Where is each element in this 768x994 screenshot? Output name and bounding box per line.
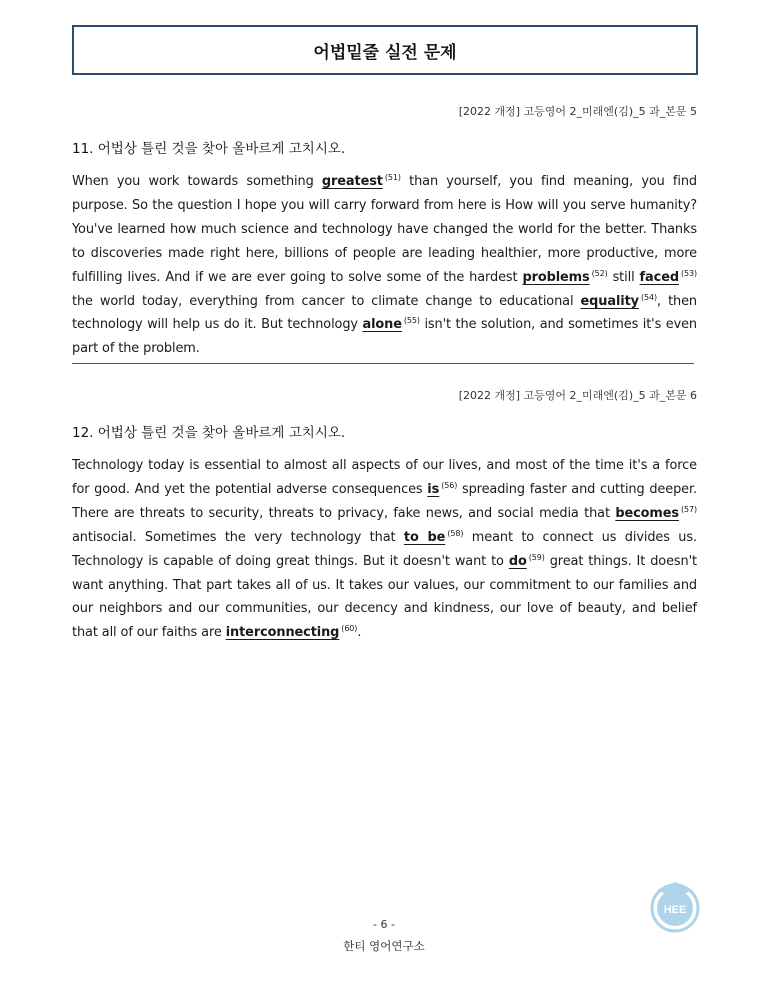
marker-53: (53) — [680, 268, 697, 278]
marker-60: (60) — [341, 624, 358, 634]
underlined-51: greatest — [321, 174, 383, 189]
passage-text: . — [357, 625, 362, 641]
passage-text: Technology today is essential to almost all aspects of our lives, and most of the time it's a force for good. And yet the potential adverse consequences — [72, 458, 697, 497]
passage-text: spreading faster and cutting deeper. There are threats to security, threats to privacy, fake news, and social media that — [72, 481, 697, 521]
passage-text: , then technology will help us do it. But technology — [72, 293, 697, 333]
passage-text: than yourself, you find meaning, you find purpose. So the question I hope you will carry forward from here is How will you serve humanity? You've learned how much science and technology have changed the world for the better. Thanks to discoveries made right here, billions of people are leading healthier, more productive, more fulfilling lives. And if we are ever going to solve some of the hardest — [72, 174, 697, 285]
q12-source: [2022 개정] 고등영어 2_미래엔(김)_5 과_본문 6 — [458, 389, 697, 402]
page-title: 어법밑줄 실전 문제 — [313, 42, 457, 63]
q11-question: 11. 어법상 틀린 것을 찾아 올바르게 고치시오. — [72, 141, 346, 157]
passage-text: antisocial. Sometimes the very technology that — [72, 529, 404, 545]
title-box — [72, 25, 698, 75]
marker-55: (55) — [403, 316, 420, 326]
answer-line — [72, 363, 694, 364]
passage-text: still — [607, 269, 640, 285]
passage-text: isn't the solution, and sometimes it's even part of the problem. — [72, 317, 698, 357]
logo-text: HEE — [663, 904, 687, 916]
marker-57: (57) — [680, 504, 697, 514]
page-number: - 6 - — [373, 918, 395, 931]
q11-source: [2022 개정] 고등영어 2_미래엔(김)_5 과_본문 5 — [458, 105, 697, 118]
marker-56: (56) — [441, 480, 458, 490]
passage-text: meant to connect us divides us. Technology is capable of doing great things. But it doesn't want to — [72, 529, 697, 569]
marker-51: (51) — [384, 173, 401, 182]
underlined-59: do — [508, 553, 527, 569]
underlined-55: alone — [362, 317, 402, 333]
q12-question: 12. 어법상 틀린 것을 찾아 올바르게 고치시오. — [72, 425, 346, 441]
underlined-58: to be — [403, 529, 446, 545]
q11-passage — [72, 170, 697, 361]
marker-58: (58) — [447, 528, 464, 538]
passage-text: great things. It doesn't want anything. That part takes all of us. It takes our values, our commitment to our families and our neighbors and our communities, our decency and kindness, our love of beauty, and belief that all of our faiths are — [72, 553, 697, 641]
marker-54: (54) — [640, 292, 657, 302]
passage-text: When you work towards something — [72, 174, 322, 189]
underlined-52: problems — [522, 269, 590, 285]
underlined-53: faced — [639, 269, 679, 285]
footer-label: 한티 영어연구소 — [343, 939, 425, 953]
underlined-60: interconnecting — [225, 625, 340, 641]
q12-passage — [72, 454, 697, 645]
underlined-57: becomes — [615, 505, 679, 521]
hee-logo-icon — [649, 878, 701, 934]
marker-59: (59) — [528, 552, 545, 562]
underlined-54: equality — [580, 293, 639, 309]
passage-text: the world today, everything from cancer to climate change to educational — [72, 293, 581, 309]
marker-52: (52) — [591, 268, 608, 278]
underlined-56: is — [427, 481, 440, 497]
